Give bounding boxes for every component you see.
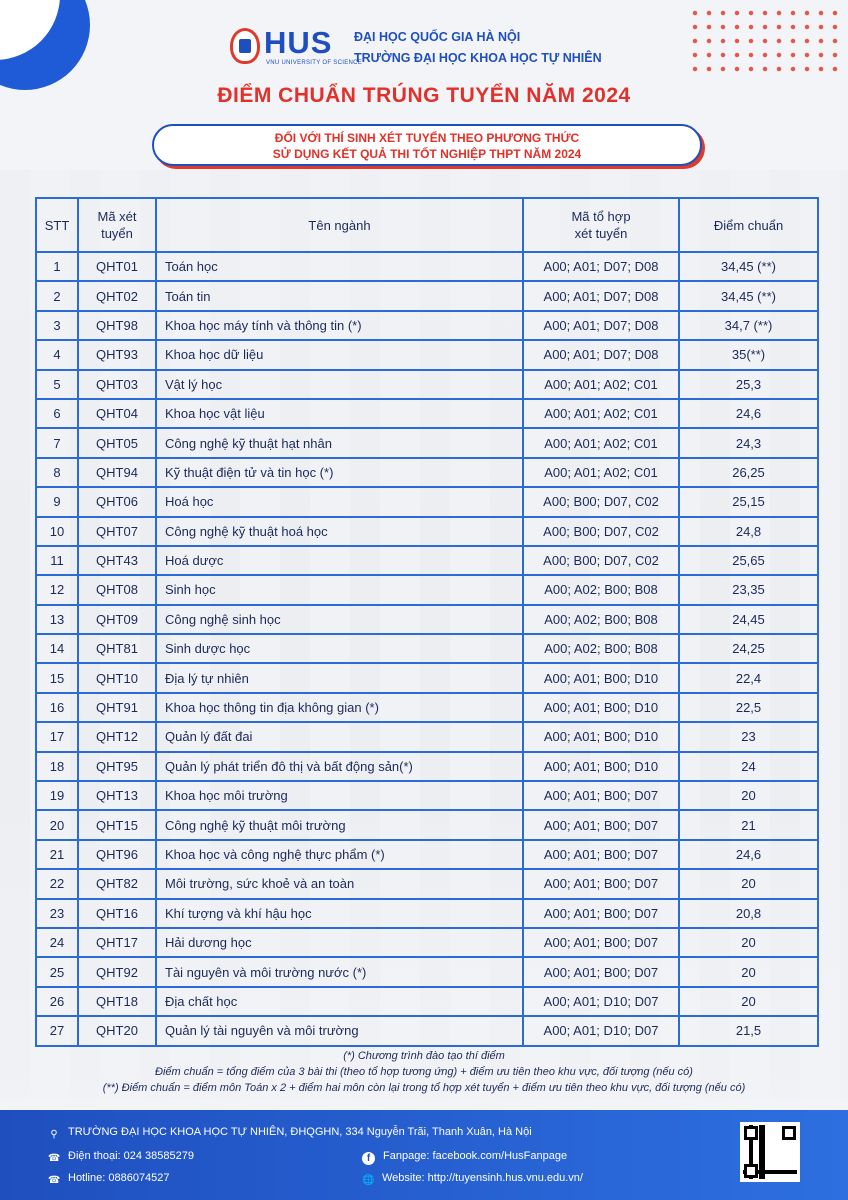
major-name: Công nghệ kỹ thuật môi trường <box>165 817 346 833</box>
cell-name <box>156 487 523 516</box>
cell-score: 20 <box>679 957 818 986</box>
cell-code: QHT96 <box>78 840 156 869</box>
cell-score: 24 <box>679 752 818 781</box>
cell-stt: 16 <box>36 693 78 722</box>
table-row <box>36 957 818 986</box>
cell-code: QHT13 <box>78 781 156 810</box>
cell-score: 23,35 <box>679 575 818 604</box>
major-name: Sinh dược học <box>165 641 251 657</box>
cell-name <box>156 634 523 663</box>
cell-combination: A00; A01; B00; D10 <box>523 722 679 751</box>
cell-stt: 13 <box>36 605 78 634</box>
major-name: Hoá học <box>165 494 214 510</box>
notes <box>0 1048 848 1096</box>
major-name: Khoa học dữ liệu <box>165 347 264 363</box>
major-name: Sinh học <box>165 582 216 598</box>
cell-combination: A00; A01; A02; C01 <box>523 458 679 487</box>
table-row <box>36 399 818 428</box>
cell-code: QHT06 <box>78 487 156 516</box>
cell-code: QHT20 <box>78 1016 156 1045</box>
header-comb-line1: Mã tổ hợp <box>571 209 631 224</box>
major-name: Kỹ thuật điện tử và tin học (*) <box>165 464 334 480</box>
cell-combination: A00; A02; B00; B08 <box>523 575 679 604</box>
cell-combination: A00; A01; B00; D07 <box>523 899 679 928</box>
cell-name <box>156 781 523 810</box>
table-row <box>36 428 818 457</box>
cell-code: QHT43 <box>78 546 156 575</box>
cell-score: 20 <box>679 781 818 810</box>
footer-fanpage[interactable] <box>362 1150 567 1165</box>
cell-score: 25,65 <box>679 546 818 575</box>
cell-stt: 3 <box>36 311 78 340</box>
header-code-line2: tuyển <box>101 226 133 241</box>
table-row <box>36 517 818 546</box>
cell-code: QHT93 <box>78 340 156 369</box>
cell-combination: A00; A01; B00; D07 <box>523 957 679 986</box>
cell-name <box>156 869 523 898</box>
cell-combination: A00; A01; B00; D10 <box>523 663 679 692</box>
location-icon: ⚲ <box>50 1129 58 1140</box>
cell-combination: A00; A01; D07; D08 <box>523 281 679 310</box>
cell-score: 24,6 <box>679 840 818 869</box>
cell-combination: A00; A01; A02; C01 <box>523 428 679 457</box>
cell-name <box>156 575 523 604</box>
cell-name <box>156 546 523 575</box>
cell-stt: 15 <box>36 663 78 692</box>
address-text: TRƯỜNG ĐẠI HỌC KHOA HỌC TỰ NHIÊN, ĐHQGHN, 334 Nguyễn Trãi, Thanh Xuân, Hà Nội <box>68 1126 532 1138</box>
cell-code: QHT15 <box>78 810 156 839</box>
table-row <box>36 899 818 928</box>
major-name: Vật lý học <box>165 376 223 392</box>
header-comb-line2: xét tuyển <box>574 226 628 241</box>
cell-score: 22,5 <box>679 693 818 722</box>
cell-score: 20 <box>679 987 818 1016</box>
cell-stt: 4 <box>36 340 78 369</box>
phone-icon: ☎ <box>48 1153 61 1164</box>
major-name: Quản lý đất đai <box>165 729 253 745</box>
phone-text: Điện thoại: 024 38585279 <box>68 1150 194 1162</box>
cell-stt: 24 <box>36 928 78 957</box>
university-emblem-icon <box>230 28 260 64</box>
qr-finder-1 <box>744 1126 758 1140</box>
table-row <box>36 281 818 310</box>
table-row <box>36 311 818 340</box>
cell-name <box>156 722 523 751</box>
major-name: Khoa học thông tin địa không gian (*) <box>165 700 379 716</box>
table-row <box>36 693 818 722</box>
cell-name <box>156 281 523 310</box>
cell-score: 34,45 (**) <box>679 252 818 281</box>
cell-score: 24,8 <box>679 517 818 546</box>
cell-name <box>156 517 523 546</box>
table-row <box>36 1016 818 1045</box>
cell-stt: 21 <box>36 840 78 869</box>
cell-code: QHT02 <box>78 281 156 310</box>
cell-score: 25,15 <box>679 487 818 516</box>
globe-icon: 🌐 <box>362 1175 375 1186</box>
table-row <box>36 546 818 575</box>
table-row <box>36 810 818 839</box>
major-name: Khoa học máy tính và thông tin (*) <box>165 317 362 333</box>
cell-name <box>156 428 523 457</box>
cell-code: QHT05 <box>78 428 156 457</box>
cell-combination: A00; A01; A02; C01 <box>523 399 679 428</box>
cell-score: 34,45 (**) <box>679 281 818 310</box>
cell-name <box>156 928 523 957</box>
major-name: Khoa học môi trường <box>165 788 288 804</box>
cell-code: QHT81 <box>78 634 156 663</box>
cell-code: QHT10 <box>78 663 156 692</box>
cell-stt: 6 <box>36 399 78 428</box>
cell-stt: 20 <box>36 810 78 839</box>
cell-score: 24,6 <box>679 399 818 428</box>
cell-stt: 10 <box>36 517 78 546</box>
qr-code-icon[interactable] <box>740 1122 800 1182</box>
cell-score: 22,4 <box>679 663 818 692</box>
header-score: Điểm chuẩn <box>679 198 818 252</box>
table-row <box>36 663 818 692</box>
major-name: Môi trường, sức khoẻ và an toàn <box>165 876 355 892</box>
cell-name <box>156 311 523 340</box>
cell-stt: 11 <box>36 546 78 575</box>
cell-code: QHT07 <box>78 517 156 546</box>
table-row <box>36 370 818 399</box>
cell-stt: 8 <box>36 458 78 487</box>
cell-combination: A00; A01; D10; D07 <box>523 1016 679 1045</box>
cell-name <box>156 399 523 428</box>
table-row <box>36 987 818 1016</box>
cell-score: 24,45 <box>679 605 818 634</box>
table-row <box>36 252 818 281</box>
hotline-text: Hotline: 0886074527 <box>68 1172 170 1184</box>
cell-name <box>156 840 523 869</box>
cell-score: 20 <box>679 869 818 898</box>
footer <box>0 1110 848 1200</box>
major-name: Công nghệ sinh học <box>165 611 281 627</box>
cell-stt: 1 <box>36 252 78 281</box>
cell-name <box>156 987 523 1016</box>
logo-text: HUS <box>264 25 333 60</box>
cell-name <box>156 752 523 781</box>
cell-stt: 26 <box>36 987 78 1016</box>
table-row <box>36 487 818 516</box>
cell-name <box>156 605 523 634</box>
cell-name <box>156 693 523 722</box>
cell-stt: 14 <box>36 634 78 663</box>
cell-stt: 2 <box>36 281 78 310</box>
note-pilot-program: (*) Chương trình đào tạo thí điểm <box>343 1050 505 1062</box>
cell-combination: A00; A01; A02; C01 <box>523 370 679 399</box>
major-name: Toán học <box>165 259 218 275</box>
cell-stt: 22 <box>36 869 78 898</box>
cell-combination: A00; A01; B00; D07 <box>523 840 679 869</box>
cell-code: QHT82 <box>78 869 156 898</box>
cell-combination: A00; A01; B00; D07 <box>523 781 679 810</box>
cell-score: 24,25 <box>679 634 818 663</box>
cell-score: 20,8 <box>679 899 818 928</box>
cell-combination: A00; A01; D07; D08 <box>523 340 679 369</box>
cell-stt: 17 <box>36 722 78 751</box>
cell-combination: A00; A01; B00; D07 <box>523 928 679 957</box>
page-title: ĐIỂM CHUẨN TRÚNG TUYỂN NĂM 2024 <box>217 84 631 107</box>
cell-code: QHT09 <box>78 605 156 634</box>
cell-name <box>156 663 523 692</box>
major-name: Tài nguyên và môi trường nước (*) <box>165 964 367 980</box>
major-name: Công nghệ kỹ thuật hạt nhân <box>165 435 332 451</box>
cell-code: QHT01 <box>78 252 156 281</box>
major-name: Toán tin <box>165 288 211 304</box>
cell-combination: A00; A01; B00; D10 <box>523 752 679 781</box>
cell-combination: A00; A01; B00; D07 <box>523 869 679 898</box>
cell-name <box>156 1016 523 1045</box>
cell-score: 23 <box>679 722 818 751</box>
hotline-icon: ☎ <box>48 1175 61 1186</box>
major-name: Hải dương học <box>165 935 252 951</box>
cell-code: QHT08 <box>78 575 156 604</box>
cell-code: QHT16 <box>78 899 156 928</box>
cell-stt: 27 <box>36 1016 78 1045</box>
table-row <box>36 634 818 663</box>
cell-name <box>156 340 523 369</box>
table-row <box>36 840 818 869</box>
cell-score: 35(**) <box>679 340 818 369</box>
cell-combination: A00; B00; D07, C02 <box>523 487 679 516</box>
cell-score: 25,3 <box>679 370 818 399</box>
cell-name <box>156 899 523 928</box>
cell-name <box>156 810 523 839</box>
header-code-line1: Mã xét <box>97 209 137 224</box>
cell-stt: 9 <box>36 487 78 516</box>
cell-name <box>156 370 523 399</box>
major-name: Hoá dược <box>165 553 224 569</box>
header-combination <box>523 198 679 252</box>
major-name: Khoa học và công nghệ thực phẩm (*) <box>165 847 385 862</box>
footer-hotline <box>48 1172 170 1187</box>
cell-combination: A00; A01; B00; D07 <box>523 810 679 839</box>
table-row <box>36 869 818 898</box>
cell-combination: A00; B00; D07, C02 <box>523 517 679 546</box>
cell-combination: A00; A01; D10; D07 <box>523 987 679 1016</box>
note-math-weighted-formula: (**) Điểm chuẩn = điểm môn Toán x 2 + điểm hai môn còn lại trong tổ hợp xét tuyển + điểm ưu tiên theo khu vực, đối tượng (nếu có) <box>102 1082 746 1094</box>
university-name: ĐẠI HỌC QUỐC GIA HÀ NỘI <box>354 30 521 44</box>
cell-code: QHT95 <box>78 752 156 781</box>
table-row <box>36 722 818 751</box>
cell-code: QHT17 <box>78 928 156 957</box>
footer-website[interactable] <box>362 1172 583 1187</box>
table-row <box>36 575 818 604</box>
cell-code: QHT18 <box>78 987 156 1016</box>
major-name: Quản lý tài nguyên và môi trường <box>165 1023 359 1039</box>
subtitle-line1: ĐỐI VỚI THÍ SINH XÉT TUYỂN THEO PHƯƠNG THỨC <box>274 131 580 145</box>
table-row <box>36 752 818 781</box>
table-row <box>36 605 818 634</box>
subtitle-line2: SỬ DỤNG KẾT QUẢ THI TỐT NGHIỆP THPT NĂM 2024 <box>272 147 582 161</box>
cell-stt: 23 <box>36 899 78 928</box>
table-row <box>36 340 818 369</box>
note-score-formula: Điểm chuẩn = tổng điểm của 3 bài thi (theo tổ hợp tương ứng) + điểm ưu tiên theo khu vực, đối tượng (nếu có) <box>155 1066 693 1078</box>
school-name: TRƯỜNG ĐẠI HỌC KHOA HỌC TỰ NHIÊN <box>354 51 602 65</box>
cell-stt: 19 <box>36 781 78 810</box>
cell-code: QHT91 <box>78 693 156 722</box>
cell-code: QHT12 <box>78 722 156 751</box>
cell-score: 21,5 <box>679 1016 818 1045</box>
table-row <box>36 781 818 810</box>
cell-combination: A00; A02; B00; B08 <box>523 605 679 634</box>
table-header-row <box>36 198 818 252</box>
major-name: Địa chất học <box>165 993 238 1009</box>
cell-score: 26,25 <box>679 458 818 487</box>
footer-address <box>48 1126 532 1141</box>
subtitle-box <box>152 124 702 166</box>
fanpage-link[interactable]: Fanpage: facebook.com/HusFanpage <box>383 1150 568 1162</box>
cell-name <box>156 957 523 986</box>
cell-score: 24,3 <box>679 428 818 457</box>
cell-combination: A00; A01; D07; D08 <box>523 252 679 281</box>
table-row <box>36 458 818 487</box>
cell-code: QHT03 <box>78 370 156 399</box>
admission-score-table <box>35 197 819 1047</box>
footer-phone <box>48 1150 194 1165</box>
major-name: Địa lý tự nhiên <box>165 670 249 686</box>
major-name: Khoa học vật liệu <box>165 406 265 422</box>
logo-subtitle: VNU UNIVERSITY OF SCIENCE <box>266 60 363 66</box>
table-row <box>36 928 818 957</box>
facebook-icon: f <box>362 1152 375 1165</box>
cell-combination: A00; A01; D07; D08 <box>523 311 679 340</box>
major-name: Công nghệ kỹ thuật hoá học <box>165 523 328 539</box>
cell-combination: A00; A01; B00; D10 <box>523 693 679 722</box>
cell-stt: 12 <box>36 575 78 604</box>
major-name: Khí tượng và khí hậu học <box>165 905 312 921</box>
cell-code: QHT04 <box>78 399 156 428</box>
header-code <box>78 198 156 252</box>
cell-code: QHT92 <box>78 957 156 986</box>
cell-stt: 5 <box>36 370 78 399</box>
header-name: Tên ngành <box>156 198 523 252</box>
header <box>230 26 650 72</box>
qr-finder-3 <box>744 1164 758 1178</box>
cell-code: QHT94 <box>78 458 156 487</box>
cell-stt: 18 <box>36 752 78 781</box>
cell-score: 20 <box>679 928 818 957</box>
cell-stt: 7 <box>36 428 78 457</box>
cell-name <box>156 252 523 281</box>
cell-code: QHT98 <box>78 311 156 340</box>
cell-score: 34,7 (**) <box>679 311 818 340</box>
cell-name <box>156 458 523 487</box>
major-name: Quản lý phát triển đô thị và bất động sản(*) <box>165 758 413 774</box>
cell-stt: 25 <box>36 957 78 986</box>
header-stt: STT <box>36 198 78 252</box>
cell-combination: A00; A02; B00; B08 <box>523 634 679 663</box>
website-link[interactable]: Website: http://tuyensinh.hus.vnu.edu.vn/ <box>382 1172 583 1184</box>
qr-finder-2 <box>782 1126 796 1140</box>
dot-pattern <box>688 6 838 76</box>
cell-score: 21 <box>679 810 818 839</box>
cell-combination: A00; B00; D07, C02 <box>523 546 679 575</box>
